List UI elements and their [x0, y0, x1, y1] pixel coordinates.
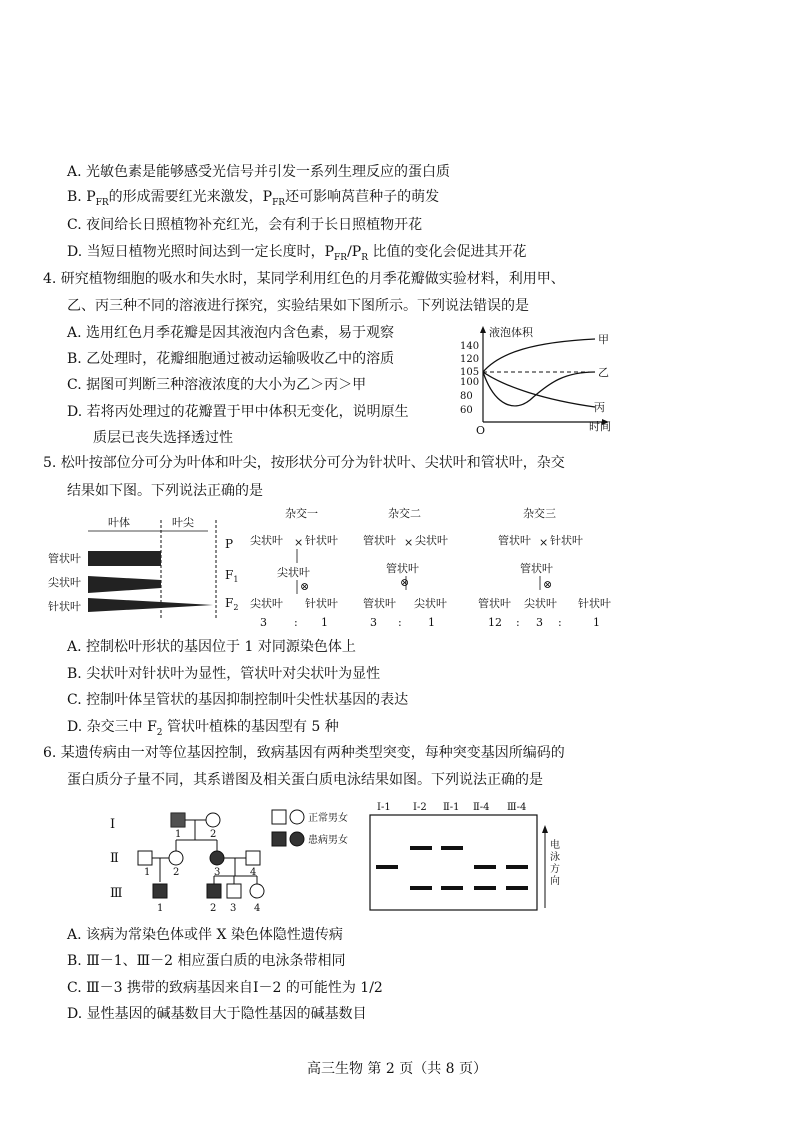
band-II1-top [441, 846, 463, 850]
cross3-self: ⊗ [543, 578, 553, 591]
q3-option-d: D. 当短日植物光照时间达到一定长度时，$P_{FR}/P_R$ 比值的变化会促进其开花 [67, 244, 527, 263]
cross3-f2a: 管状叶 [478, 597, 511, 610]
ped-III4-normal-female [250, 884, 264, 898]
ped-I1-hatch [171, 813, 185, 827]
legend-normal-female-icon [290, 810, 304, 824]
y-tick-60: 60 [460, 405, 473, 416]
cross1-p1: 尖状叶 [250, 534, 283, 547]
origin-label: O [476, 424, 486, 437]
band-II1-bottom [441, 886, 463, 890]
series-label-jia: 甲 [598, 333, 609, 346]
ped-II3-num: 3 [214, 867, 221, 878]
direction-label-1: 电 [550, 840, 560, 851]
cross3-times: × [539, 536, 549, 549]
cross3-ratio2: 3 [536, 616, 543, 629]
ped-I2-num: 2 [210, 829, 217, 840]
ped-I1-num: 1 [175, 829, 182, 840]
band-I1-mid [376, 865, 398, 869]
cross3-title: 杂交三 [523, 507, 556, 520]
cross2-ratio1: 3 [370, 616, 377, 629]
series-label-bing: 丙 [594, 401, 605, 414]
q4-option-b: B. 乙处理时，花瓣细胞通过被动运输吸收乙中的溶质 [67, 351, 395, 367]
col-label-body: 叶体 [108, 516, 130, 529]
cross2-p2: 尖状叶 [415, 534, 448, 547]
lane-label-4: Ⅱ-4 [473, 802, 490, 813]
legend-affected-female-icon [290, 832, 304, 846]
q6-option-a: A. 该病为常染色体或伴 X 染色体隐性遗传病 [67, 927, 343, 943]
cross2-times: × [404, 536, 414, 549]
q4-stem-line2: 乙、丙三种不同的溶液进行探究，实验结果如下图所示。下列说法错误的是 [67, 298, 529, 314]
gen-label-f1: $F_1$ [225, 568, 239, 584]
cross1-times: × [294, 536, 304, 549]
y-tick-140: 140 [460, 341, 480, 352]
q3-option-c: C. 夜间给长日照植物补充红光，会有利于长日照植物开花 [67, 217, 423, 233]
curve-yi [483, 372, 595, 406]
lane-label-1: Ⅰ-1 [377, 802, 391, 813]
direction-label-4: 向 [550, 876, 560, 887]
direction-label-2: 泳 [550, 852, 560, 863]
q5-stem-line1: 5. 松叶按部位分可分为叶体和叶尖，按形状分可分为针状叶、尖状叶和管状叶，杂交 [43, 455, 565, 471]
cross2-f1: 管状叶 [386, 562, 419, 575]
gen-label-3: Ⅲ [110, 886, 123, 901]
ped-III3-normal-male [227, 884, 241, 898]
cross1-f2a: 尖状叶 [250, 597, 283, 610]
band-I2-top [410, 846, 432, 850]
q6-stem-line2: 蛋白质分子量不同，其系谱图及相关蛋白质电泳结果如图。下列说法正确的是 [67, 772, 543, 788]
leaf-pointed-shape [88, 576, 161, 593]
cross3-f2b: 尖状叶 [524, 597, 557, 610]
q6-option-b: B. Ⅲ－1、Ⅲ－2 相应蛋白质的电泳条带相同 [67, 953, 346, 969]
gen-label-1: Ⅰ [110, 817, 116, 832]
vacuole-volume-chart [455, 322, 615, 437]
q6-option-c: C. Ⅲ－3 携带的致病基因来自Ⅰ－2 的可能性为 1/2 [67, 980, 383, 996]
y-tick-105: 105 [460, 367, 480, 378]
lane-label-5: Ⅲ-4 [507, 802, 527, 813]
cross2-title: 杂交二 [388, 507, 421, 520]
direction-arrow-head [542, 825, 548, 833]
leaf-needle-shape [88, 598, 213, 612]
cross2-f2a: 管状叶 [363, 597, 396, 610]
row-label-pointed: 尖状叶 [48, 576, 81, 589]
curve-jia [483, 339, 595, 372]
row-label-tubular: 管状叶 [48, 552, 81, 565]
q4-option-a: A. 选用红色月季花瓣是因其液泡内含色素，易于观察 [67, 325, 395, 341]
ped-II3-affected-female [210, 851, 224, 865]
cross3-p2: 针状叶 [550, 534, 583, 547]
band-II4-bottom [474, 886, 496, 890]
ped-II2-num: 2 [173, 867, 180, 878]
row-label-needle: 针状叶 [48, 600, 81, 613]
cross1-ratio2: 1 [321, 616, 328, 629]
y-tick-120: 120 [460, 354, 480, 365]
q5-stem-line2: 结果如下图。下列说法正确的是 [67, 483, 263, 499]
curve-bing [483, 372, 595, 407]
cross3-p1: 管状叶 [498, 534, 531, 547]
cross1-self: ⊗ [300, 580, 310, 593]
band-I2-bottom [410, 886, 432, 890]
ped-III1-affected-male [153, 884, 167, 898]
cross1-title: 杂交一 [285, 507, 318, 520]
gen-label-f2: $F_2$ [225, 596, 239, 612]
y-tick-80: 80 [460, 391, 473, 402]
q5-option-b: B. 尖状叶对针状叶为显性，管状叶对尖状叶为显性 [67, 666, 381, 682]
legend-normal-label: 正常男女 [308, 813, 348, 824]
q4-option-d-line1: D. 若将丙处理过的花瓣置于甲中体积无变化，说明原生 [67, 404, 409, 420]
q4-option-c: C. 据图可判断三种溶液浓度的大小为乙＞丙＞甲 [67, 377, 367, 393]
ped-III3-num: 3 [230, 903, 237, 914]
lane-label-2: Ⅰ-2 [413, 802, 427, 813]
lane-label-3: Ⅱ-1 [443, 802, 460, 813]
pine-leaf-cross-figure [48, 502, 648, 632]
ped-II4-num: 4 [250, 867, 257, 878]
ped-III4-num: 4 [254, 903, 261, 914]
ped-III2-num: 2 [210, 903, 217, 914]
q3-option-b: B. $P_{FR}$的形成需要红光来激发，$P_{FR}$还可影响莴苣种子的萌发 [67, 189, 440, 208]
q5-option-a: A. 控制松叶形状的基因位于 1 对同源染色体上 [67, 639, 356, 655]
band-III4-mid [506, 865, 528, 869]
cross1-colon: : [294, 616, 298, 629]
legend-affected-male-icon [272, 832, 286, 846]
cross1-ratio1: 3 [260, 616, 267, 629]
q4-option-d-line2: 质层已丧失选择透过性 [93, 430, 233, 446]
q3-option-a: A. 光敏色素是能够感受光信号并引发一系列生理反应的蛋白质 [67, 164, 451, 180]
x-axis-label: 时间 [589, 420, 611, 433]
band-III4-bottom [506, 886, 528, 890]
cross1-f1: 尖状叶 [277, 566, 310, 579]
cross3-f2c: 针状叶 [578, 597, 611, 610]
cross3-ratio3: 1 [593, 616, 600, 629]
cross3-colon1: : [516, 616, 520, 629]
col-label-tip: 叶尖 [172, 516, 194, 529]
legend-affected-label: 患病男女 [308, 835, 348, 846]
ped-II1-num: 1 [144, 867, 151, 878]
cross1-f2b: 针状叶 [305, 597, 338, 610]
q6-option-d: D. 显性基因的碱基数目大于隐性基因的碱基数目 [67, 1006, 367, 1022]
leaf-tubular-shape [88, 551, 161, 566]
series-label-yi: 乙 [598, 366, 609, 379]
y-axis-arrow [480, 326, 486, 333]
gen-label-p: P [225, 537, 234, 551]
direction-label-3: 方 [550, 864, 560, 875]
ped-III2-affected-male [207, 884, 221, 898]
q5-option-c: C. 控制叶体呈管状的基因抑制控制叶尖性状基因的表达 [67, 692, 409, 708]
y-tick-100: 100 [460, 377, 480, 388]
ped-II4-normal-male [246, 851, 260, 865]
y-axis-label: 液泡体积 [489, 326, 533, 339]
q6-stem-line1: 6. 某遗传病由一对等位基因控制，致病基因有两种类型突变，每种突变基因所编码的 [43, 745, 565, 761]
cross1-p2: 针状叶 [305, 534, 338, 547]
cross2-ratio2: 1 [428, 616, 435, 629]
cross3-ratio1: 12 [488, 616, 502, 629]
cross2-self: ⊗ [400, 576, 410, 589]
gel-box [370, 815, 537, 910]
ped-II1-normal-male [138, 851, 152, 865]
page-footer: 高三生物 第 2 页（共 8 页） [306, 1061, 488, 1077]
cross3-f1: 管状叶 [520, 562, 553, 575]
cross2-f2b: 尖状叶 [414, 597, 447, 610]
pedigree-and-gel-figure [100, 798, 580, 918]
gen-label-2: Ⅱ [110, 851, 119, 866]
ped-III1-num: 1 [157, 903, 164, 914]
ped-I2-normal-female [206, 813, 220, 827]
cross2-p1: 管状叶 [363, 534, 396, 547]
cross3-colon2: : [558, 616, 562, 629]
q4-stem-line1: 4. 研究植物细胞的吸水和失水时，某同学利用红色的月季花瓣做实验材料，利用甲、 [43, 271, 565, 287]
ped-II2-normal-female [169, 851, 183, 865]
q5-option-d: D. 杂交三中 $F_2$ 管状叶植株的基因型有 5 种 [67, 719, 339, 738]
legend-normal-male-icon [272, 810, 286, 824]
cross2-colon: : [398, 616, 402, 629]
band-II4-mid [474, 865, 496, 869]
